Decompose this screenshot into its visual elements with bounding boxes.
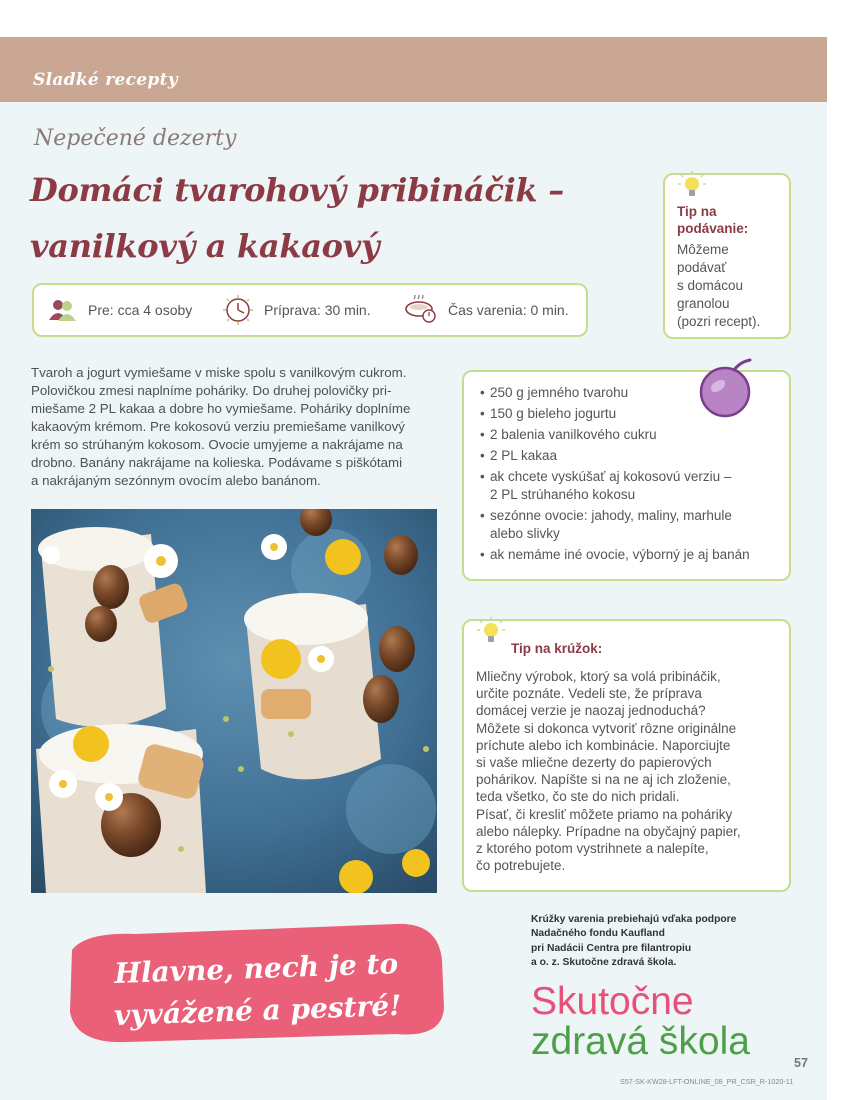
instruction-line: miešame 2 PL kakaa a dobre ho vymiešame. Poháriky doplníme (31, 401, 411, 416)
tip-serving-text (677, 241, 787, 331)
tip-line: určite poznáte. Vedeli ste, že príprava (476, 686, 702, 702)
article-kicker: Nepečené dezerty (34, 126, 237, 151)
tip-line: pohárikov. Napíšte si na ne aj ich zloženie, (476, 772, 731, 788)
tip-serving-box (663, 173, 791, 339)
tip-line: príchute alebo ich kombinácie. Naporciujte (476, 737, 731, 753)
tip-line: podávať (677, 260, 727, 275)
tip-line: Písať, či kresliť môžete priamo na poháriky (476, 806, 733, 822)
title-line: Domáci tvarohový pribináčik – (30, 171, 564, 209)
tip-club-box (462, 619, 791, 892)
tip-line: Môžete si dokonca vytvoriť rôzne originálne (476, 720, 737, 736)
tip-line: čo potrebujete. (476, 858, 566, 874)
instruction-line: kakaovým krémom. Pre kokosovú verziu premiešame vanilkový (31, 419, 405, 434)
footer-code: S57-SK-KW28-LFT-ONLINE_08_PR_CSR_R-1020-11 (620, 1077, 794, 1086)
sponsor-note (531, 913, 791, 971)
lightbulb-icon (476, 617, 506, 645)
sponsor-line: pri Nadácii Centra pre filantropiu (531, 942, 692, 954)
pot-timer-icon (404, 295, 438, 325)
ingredient-item: • sezónne ovocie: jahody, maliny, marhule alebo slivky (480, 507, 770, 543)
instruction-line: Tvaroh a jogurt vymiešame v miske spolu s vanilkovým cukrom. (31, 365, 407, 380)
clock-icon (222, 294, 254, 326)
tip-line: Mliečny výrobok, ktorý sa volá pribináčik, (476, 669, 721, 684)
tip-line: teda všetko, čo ste do nich pridali. (476, 789, 680, 805)
tip-line: (pozri recept). (677, 314, 761, 329)
tip-line: s domácou (677, 278, 744, 293)
instructions-text (31, 364, 441, 490)
instruction-line: krém so strúhaným kokosom. Ovocie umyjeme a nakrájame na (31, 437, 403, 452)
tip-line: si vaše mliečne dezerty do papierových (476, 755, 712, 771)
article-title (30, 162, 570, 274)
servings-info (48, 285, 192, 335)
ingredient-item: • ak nemáme iné ovocie, výborný je aj banán (480, 546, 770, 564)
lightbulb-icon (677, 171, 707, 199)
slogan-text (65, 941, 450, 1038)
people-icon (48, 298, 78, 322)
tip-serving-heading: Tip na podávanie: (677, 204, 749, 236)
section-label: Sladké recepty (33, 70, 178, 90)
tip-line: granolou (677, 296, 730, 311)
ingredients-list (480, 384, 770, 567)
ingredient-item: • 250 g jemného tvarohu (480, 384, 770, 402)
sponsor-line: Krúžky varenia prebiehajú vďaka podpore (531, 914, 737, 925)
ingredient-item: • 2 balenia vanilkového cukru (480, 426, 770, 444)
tip-line: alebo nálepky. Prípadne na obyčajný papier, (476, 823, 741, 839)
recipe-info-bar (32, 283, 588, 337)
dessert-photo (31, 509, 437, 893)
servings-text: Pre: cca 4 osoby (88, 302, 193, 318)
cook-info (404, 285, 569, 335)
prep-info (222, 285, 371, 335)
tip-line: domácej verzie je naozaj jednoduchá? (476, 703, 706, 719)
cook-text: Čas varenia: 0 min. (448, 302, 569, 318)
ingredient-item: • 2 PL kakaa (480, 447, 770, 465)
prep-text: Príprava: 30 min. (264, 302, 371, 318)
instruction-line: drobno. Banány nakrájame na kolieska. Podávame s piškótami (31, 455, 403, 470)
tip-club-heading: Tip na krúžok: (511, 641, 603, 656)
ingredient-item: • 150 g bieleho jogurtu (480, 405, 770, 423)
ingredients-box (462, 370, 791, 581)
instruction-line: a nakrájaným sezónnym ovocím alebo banánom. (31, 473, 321, 488)
slogan-line: Hlavne, nech je to (113, 947, 399, 990)
title-line: vanilkový a kakaový (30, 227, 380, 265)
sponsor-line: Nadačného fondu Kaufland (531, 928, 665, 940)
ingredient-item: • ak chcete vyskúšať aj kokosovú verziu – 2 PL strúhaného kokosu (480, 468, 770, 504)
page-number: 57 (794, 1056, 808, 1070)
tip-line: z ktorého potom vystrihnete a nalepíte, (476, 841, 709, 857)
instruction-line: Polovičkou zmesi naplníme poháriky. Do druhej polovičky pri- (31, 383, 392, 398)
tip-line: Môžeme (677, 242, 729, 257)
logo-line-pink: Skutočne (531, 980, 694, 1023)
slogan-line: vyvážené a pestré! (113, 988, 402, 1032)
logo-line-green: zdravá škola (531, 1020, 750, 1063)
tip-club-text (476, 668, 786, 874)
sponsor-line: a o. z. Skutočne zdravá škola. (531, 957, 677, 969)
